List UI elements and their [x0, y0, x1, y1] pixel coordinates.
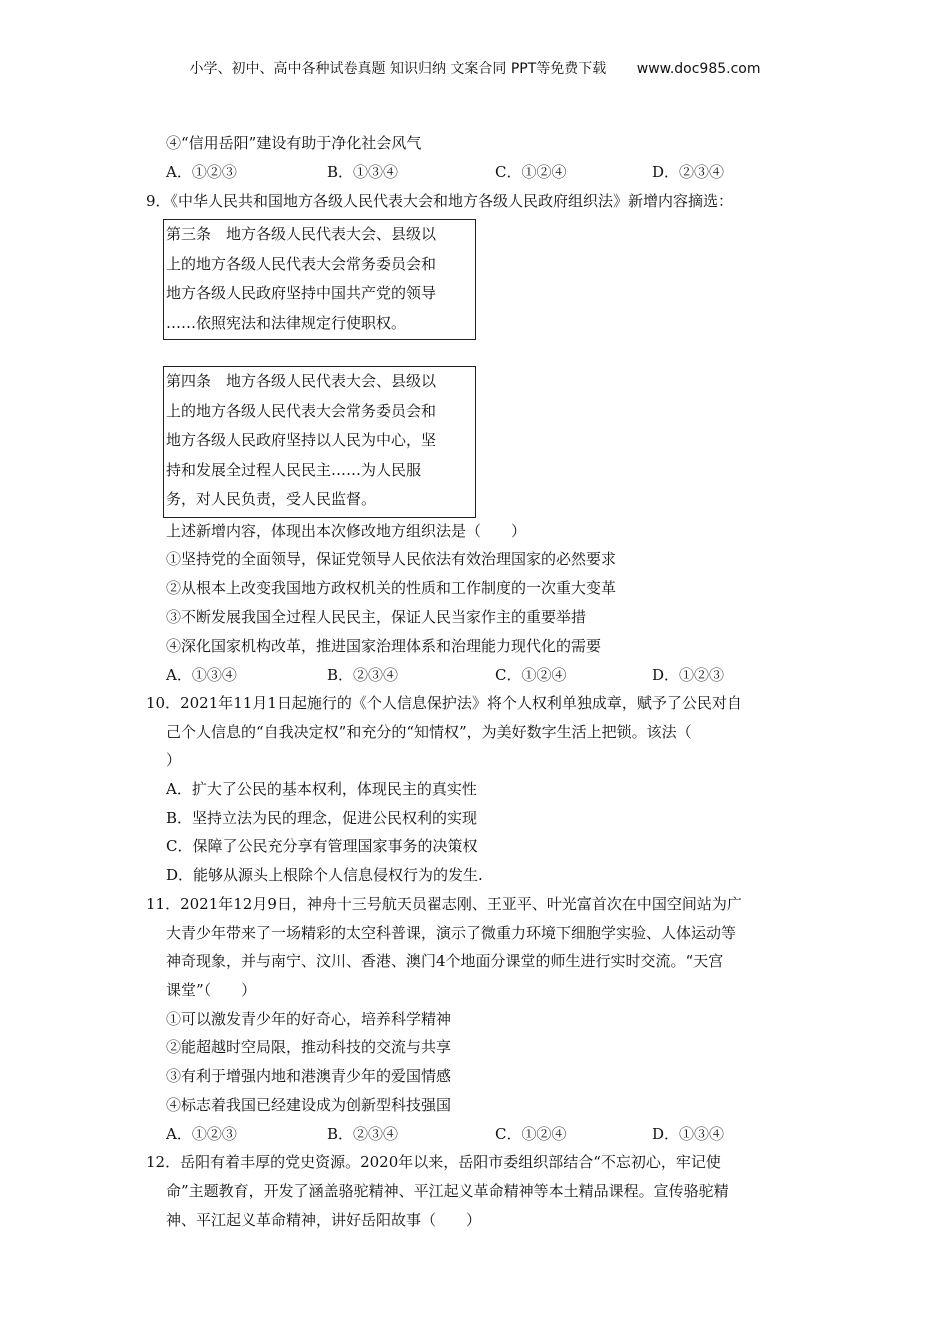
q8-option-a: A．①②③ [166, 163, 237, 181]
q9-excerpt-box-1 [163, 219, 476, 340]
q11-option-d: D．①③④ [652, 1125, 725, 1143]
q10-stem-line-1: 10．2021年11月1日起施行的《个人信息保护法》将个人权利单独成章，赋予了公民对自 [146, 694, 742, 712]
q9-option-a: A．①③④ [166, 666, 237, 684]
q9-question: 上述新增内容，体现出本次修改地方组织法是（ ） [166, 522, 527, 540]
q9-excerpt-box-2 [163, 366, 476, 518]
q9-statement-1: ①坚持党的全面领导，保证党领导人民依法有效治理国家的必然要求 [166, 550, 617, 568]
q9-option-b: B．②③④ [327, 666, 399, 684]
q11-option-c: C．①②④ [495, 1125, 567, 1143]
q11-stem-line-4: 课堂”（ ） [166, 981, 257, 999]
page-header [0, 58, 950, 78]
q12-stem-line-3: 神、平江起义革命精神，讲好岳阳故事（ ） [166, 1211, 482, 1229]
q9-stem: 9．《中华人民共和国地方各级人民代表大会和地方各级人民政府组织法》新增内容摘选： [146, 192, 734, 210]
q9-box1-line: 第三条 地方各级人民代表大会、县级以 [166, 225, 437, 243]
q9-statement-3: ③不断发展我国全过程人民民主，保证人民当家作主的重要举措 [166, 608, 587, 626]
q11-stem-line-2: 大青少年带来了一场精彩的太空科普课，演示了微重力环境下细胞学实验、人体运动等 [166, 924, 737, 942]
q12-stem-line-1: 12．岳阳有着丰厚的党史资源。2020年以来，岳阳市委组织部结合“不忘初心，牢记使 [146, 1153, 721, 1171]
header-text: 小学、初中、高中各种试卷真题 知识归纳 文案合同 PPT等免费下载 [189, 61, 607, 77]
q10-stem-line-3: ） [166, 751, 182, 769]
q11-stem-line-1: 11．2021年12月9日，神舟十三号航天员翟志刚、王亚平、叶光富首次在中国空间站为广 [146, 895, 742, 913]
q8-option-c: C．①②④ [495, 163, 567, 181]
q11-option-a: A．①②③ [166, 1125, 237, 1143]
q9-box2-line: 第四条 地方各级人民代表大会、县级以 [166, 372, 437, 390]
q9-option-c: C．①②④ [495, 666, 567, 684]
q10-option-c: C．保障了公民充分享有管理国家事务的决策权 [166, 837, 478, 855]
q8-option-d: D．②③④ [652, 163, 725, 181]
q9-box1-line: ……依照宪法和法律规定行使职权。 [166, 313, 407, 332]
q10-stem-line-2: 己个人信息的“自我决定权”和充分的“知情权”，为美好数字生活上把锁。该法（ [166, 723, 692, 741]
q9-box1-line: 上的地方各级人民代表大会常务委员会和 [166, 254, 437, 273]
q9-box2-line: 上的地方各级人民代表大会常务委员会和 [166, 401, 437, 420]
q11-statement-3: ③有利于增强内地和港澳青少年的爱国情感 [166, 1067, 452, 1085]
q10-option-b: B．坚持立法为民的理念，促进公民权利的实现 [166, 809, 478, 827]
q9-box2-line: 持和发展全过程人民民主……为人民服 [166, 460, 422, 479]
q12-stem-line-2: 命”主题教育，开发了涵盖骆驼精神、平江起义革命精神等本土精品课程。宣传骆驼精 [166, 1182, 729, 1200]
q9-box2-line: 地方各级人民政府坚持以人民为中心，坚 [166, 431, 437, 449]
q9-box2-line: 务，对人民负责，受人民监督。 [166, 490, 377, 508]
q10-option-d: D．能够从源头上根除个人信息侵权行为的发生. [166, 866, 483, 884]
q11-statement-4: ④标志着我国已经建设成为创新型科技强国 [166, 1096, 452, 1114]
q9-statement-4: ④深化国家机构改革，推进国家治理体系和治理能力现代化的需要 [166, 637, 602, 655]
q9-statement-2: ②从根本上改变我国地方政权机关的性质和工作制度的一次重大变革 [166, 579, 617, 597]
q10-option-a: A．扩大了公民的基本权利，体现民主的真实性 [166, 780, 477, 798]
q9-box1-line: 地方各级人民政府坚持中国共产党的领导 [166, 284, 437, 302]
header-site: www.doc985.com [636, 61, 761, 77]
q11-option-b: B．②③④ [327, 1125, 399, 1143]
q11-statement-1: ①可以激发青少年的好奇心，培养科学精神 [166, 1010, 452, 1028]
q8-option-b: B．①③④ [327, 163, 399, 181]
q8-statement-4: ④“信用岳阳”建设有助于净化社会风气 [166, 134, 422, 152]
q11-stem-line-3: 神奇现象，并与南宁、汶川、香港、澳门4个地面分课堂的师生进行实时交流。“天宫 [166, 952, 724, 970]
q9-option-d: D．①②③ [652, 666, 725, 684]
q11-statement-2: ②能超越时空局限，推动科技的交流与共享 [166, 1038, 452, 1056]
